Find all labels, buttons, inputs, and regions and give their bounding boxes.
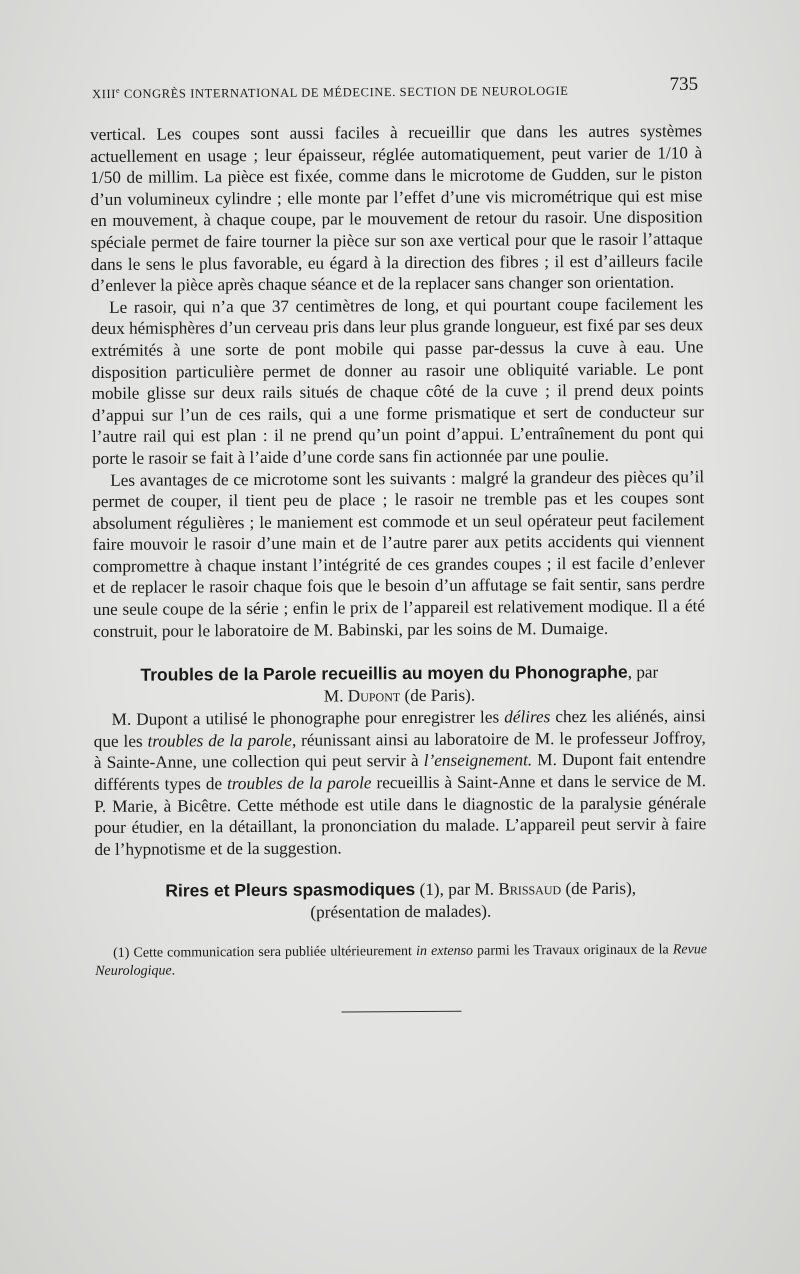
closing-rule <box>341 1011 461 1013</box>
phonographe-text-2: chez les aliénés, ainsi que les <box>93 706 706 751</box>
phonographe-italic-2: troubles de la parole, <box>147 730 297 751</box>
footnote <box>95 942 707 982</box>
section-author-dupont: Dupont <box>347 686 401 706</box>
running-title-rest: CONGRÈS INTERNATIONAL DE MÉDECINE. SECTION DE NEUROLOGIE <box>120 83 569 101</box>
paragraph-2: Le rasoir, qui n’a que 37 centimètres de long, et qui pourtant coupe facilement les deux hémisphères d’un cerveau pris dans leur plus grande longueur, est fixé par ses deux extrémités à une sorte de pont mobile qui passe par-dessus la cuve à eau. Une disposition particulière permet de donner au rasoir une obliquité variable. Le pont mobile glisse sur deux rails situés de chaque côté de la cuve ; il prend deux points d’appui sur l’un de ces rails, qui a une forme prismatique et sert de conducteur sur l’autre rail qui est plan : il ne prend qu’un point d’appui. L’entraînement du pont qui porte le rasoir se fait à l’aide d’une corde sans fin actionnée par une poulie. <box>91 294 704 468</box>
article-body <box>90 120 707 1014</box>
running-title-sup: e <box>115 85 121 95</box>
section-author-dupont-suffix: (de Paris). <box>400 685 476 706</box>
footnote-italic-1: in extenso <box>416 944 474 960</box>
paragraph-1: vertical. Les coupes sont aussi faciles à recueillir que dans les autres systèmes actuellement en usage ; leur épaisseur, réglée automatiquement, peut varier de 1/10 à 1/50 de millim. La pièce est fixée, comme dans le microtome de Gudden, sur le piston d’un volumineux cylindre ; elle monte par l’effet d’une vis micrométrique qui est mise en mouvement, à chaque coupe, par le mouvement de retour du rasoir. Une disposition spéciale permet de faire tourner la pièce sur son axe vertical pour que le rasoir l’attaque dans le sens le plus favorable, eu égard à la direction des fibres ; il est d’ailleurs facile d’enlever la pièce après chaque séance et de la replacer sans changer son orientation. <box>90 121 703 296</box>
footnote-text-2: parmi les Travaux originaux de la <box>472 942 673 960</box>
section-title-rires-ref: (1), par M. <box>415 879 499 900</box>
footnote-text-1: (1) Cette communication sera publiée ultérieurement <box>113 944 417 962</box>
section-title-rires-text: Rires et Pleurs spasmodiques <box>165 879 416 901</box>
page-number: 735 <box>669 73 699 95</box>
phonographe-text-4: M. Dupont fait entendre différents types de <box>93 749 706 795</box>
section-subtitle-rires: (présentation de malades). <box>310 901 492 923</box>
section-author-dupont-prefix: M. <box>323 686 348 706</box>
footnote-text-3: . <box>171 963 176 979</box>
running-title-prefix: XIII <box>92 86 117 102</box>
section-title-phonographe-by: , par <box>627 662 659 682</box>
running-header <box>92 73 699 102</box>
phonographe-italic-4: troubles de la parole <box>226 773 372 794</box>
section-title-rires <box>95 877 707 926</box>
paragraph-3: Les avantages de ce microtome sont les suivants : malgré la grandeur des pièces qu’il permet de couper, il tient peu de place ; le rasoir ne tremble pas et les coupes sont absolument régulières ; le maniement est commode et un seul opérateur peut facilement faire mouvoir le rasoir d’une main et de l’autre parer aux petits accidents qui viennent compromettre à chaque instant l’intégrité de ces grandes coupes ; il est facile d’enlever et de replacer le rasoir chaque fois que le besoin d’un affutage se fait sentir, sans perdre une seule coupe de la série ; enfin le prix de l’appareil est relativement modique. Il a été construit, pour le laboratoire de M. Babinski, par les soins de M. Dumaige. <box>92 466 706 641</box>
section-author-brissaud: Brissaud <box>498 879 562 899</box>
phonographe-italic-1: délires <box>504 707 551 727</box>
section-author-brissaud-suffix: (de Paris), <box>561 879 637 899</box>
section-title-phonographe <box>93 661 705 710</box>
section-title-phonographe-text: Troubles de la Parole recueillis au moyen du Phonographe <box>140 661 628 685</box>
running-title <box>92 83 568 102</box>
phonographe-italic-3: l’enseignement. <box>423 750 533 771</box>
phonographe-text-3: réunissant ainsi au laboratoire de M. le professeur Joffroy, à Sainte-Anne, une collection qui peut servir à <box>93 728 706 773</box>
footnote-italic-2: Revue Neurologique <box>95 942 708 980</box>
phonographe-text-1: M. Dupont a utilisé le phonographe pour enregistrer les <box>111 707 505 730</box>
phonographe-text-5: recueillis à Saint-Anne et dans le service de M. P. Marie, à Bicêtre. Cette méthode est utile dans le diagnostic de la paralysie générale pour étudier, en la détaillant, la prononciation du malade. L’appareil peut servir à faire de l’hypnotisme et de la suggestion. <box>94 771 707 859</box>
paragraph-phonographe <box>94 706 707 861</box>
